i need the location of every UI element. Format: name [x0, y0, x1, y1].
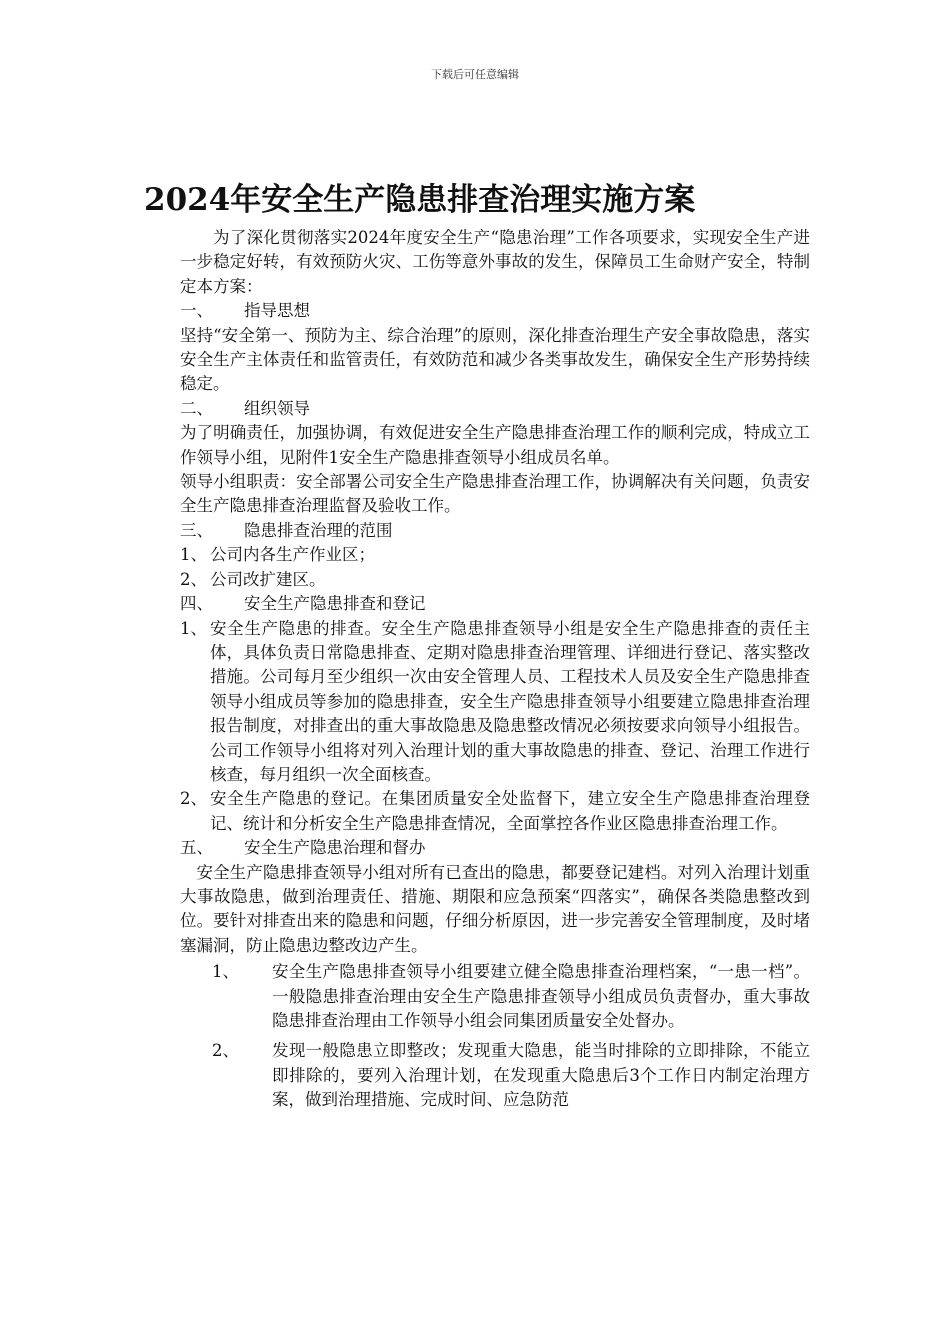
section-paragraph: 坚持“安全第一、预防为主、综合治理”的原则，深化排查治理生产安全事故隐患，落实安全生产主体责任和监管责任，有效防范和减少各类事故发生，确保安全生产形势持续稳定。 — [180, 325, 810, 394]
section-heading-1 — [180, 299, 810, 323]
list-item-text: 安全生产隐患的登记。在集团质量安全处监督下，建立安全生产隐患排查治理登记、统计和分析安全生产隐患排查情况，全面掌控各作业区隐患排查治理工作。 — [210, 789, 810, 833]
list-item — [180, 617, 810, 788]
sub-list-item — [212, 960, 810, 1033]
header-note: 下载后可任意编辑 — [431, 68, 519, 81]
sub-list-item-text: 安全生产隐患排查领导小组要建立健全隐患排查治理档案，“一患一档”。一般隐患排查治理由安全生产隐患排查领导小组成员负责督办，重大事故隐患排查治理由工作领导小组会同集团质量安全处督办。 — [272, 962, 810, 1030]
document-title: 2024年安全生产隐患排查治理实施方案 — [144, 182, 696, 218]
list-item — [180, 543, 810, 567]
sub-list-item-text: 发现一般隐患立即整改；发现重大隐患，能当时排除的立即排除，不能立即排除的，要列入治理计划，在发现重大隐患后3个工作日内制定治理方案，做到治理措施、完成时间、应急防范 — [272, 1041, 810, 1110]
list-item-text: 公司改扩建区。 — [210, 569, 326, 589]
list-item-number: 2、 — [180, 569, 207, 589]
intro-paragraph: 为了深化贯彻落实2024年度安全生产“隐患治理”工作各项要求，实现安全生产进一步稳定好转，有效预防火灾、工伤等意外事故的发生，保障员工生命财产安全，特制定本方案： — [180, 228, 810, 296]
sub-list-item-number: 2、 — [212, 1041, 239, 1061]
sub-list-item — [212, 1039, 810, 1112]
list-item-text: 安全生产隐患的排查。安全生产隐患排查领导小组是安全生产隐患排查的责任主体，具体负责日常隐患排查、定期对隐患排查治理管理、详细进行登记、落实整改措施。公司每月至少组织一次由安全管理人员、工程技术人员及安全生产隐患排查领导小组成员等参加的隐患排查，安全生产隐患排查领导小组要建立隐患排查治理报告制度，对排查出的重大事故隐患及隐患整改情况必须按要求向领导小组报告。公司工作领导小组将对列入治理计划的重大事故隐患的排查、登记、治理工作进行核查，每月组织一次全面核查。 — [210, 618, 810, 784]
section-title: 指导思想 — [244, 301, 310, 321]
section-heading-2 — [180, 397, 810, 421]
section-title: 组织领导 — [244, 398, 310, 418]
section-number: 三、 — [180, 520, 213, 540]
section-number: 五、 — [180, 838, 213, 858]
sub-list-item-number: 1、 — [212, 962, 239, 982]
section-heading-5 — [180, 836, 810, 860]
section-number: 二、 — [180, 398, 213, 418]
list-item — [180, 568, 810, 592]
list-item-number: 2、 — [180, 789, 207, 809]
section-paragraph: 领导小组职责：安全部署公司安全生产隐患排查治理工作，协调解决有关问题，负责安全生产隐患排查治理监督及验收工作。 — [180, 472, 810, 516]
section-heading-3 — [180, 519, 810, 543]
section-number: 四、 — [180, 594, 213, 614]
section-title: 安全生产隐患排查和登记 — [244, 594, 426, 614]
section-number: 一、 — [180, 301, 213, 321]
section-paragraph: 安全生产隐患排查领导小组对所有已查出的隐患，都要登记建档。对列入治理计划重大事故隐患，做到治理责任、措施、期限和应急预案“四落实”，确保各类隐患整改到位。要针对排查出来的隐患和问题，仔细分析原因，进一步完善安全管理制度，及时堵塞漏洞，防止隐患边整改边产生。 — [180, 862, 810, 955]
section-paragraph: 为了明确责任，加强协调，有效促进安全生产隐患排查治理工作的顺利完成，特成立工作领导小组，见附件1安全生产隐患排查领导小组成员名单。 — [180, 423, 810, 467]
list-item-number: 1、 — [180, 618, 207, 638]
document-body — [180, 226, 810, 1119]
list-item-number: 1、 — [180, 545, 207, 565]
section-heading-4 — [180, 592, 810, 616]
section-title: 安全生产隐患治理和督办 — [244, 838, 426, 858]
section-title: 隐患排查治理的范围 — [244, 520, 393, 540]
list-item-text: 公司内各生产作业区； — [210, 545, 375, 565]
list-item — [180, 787, 810, 836]
